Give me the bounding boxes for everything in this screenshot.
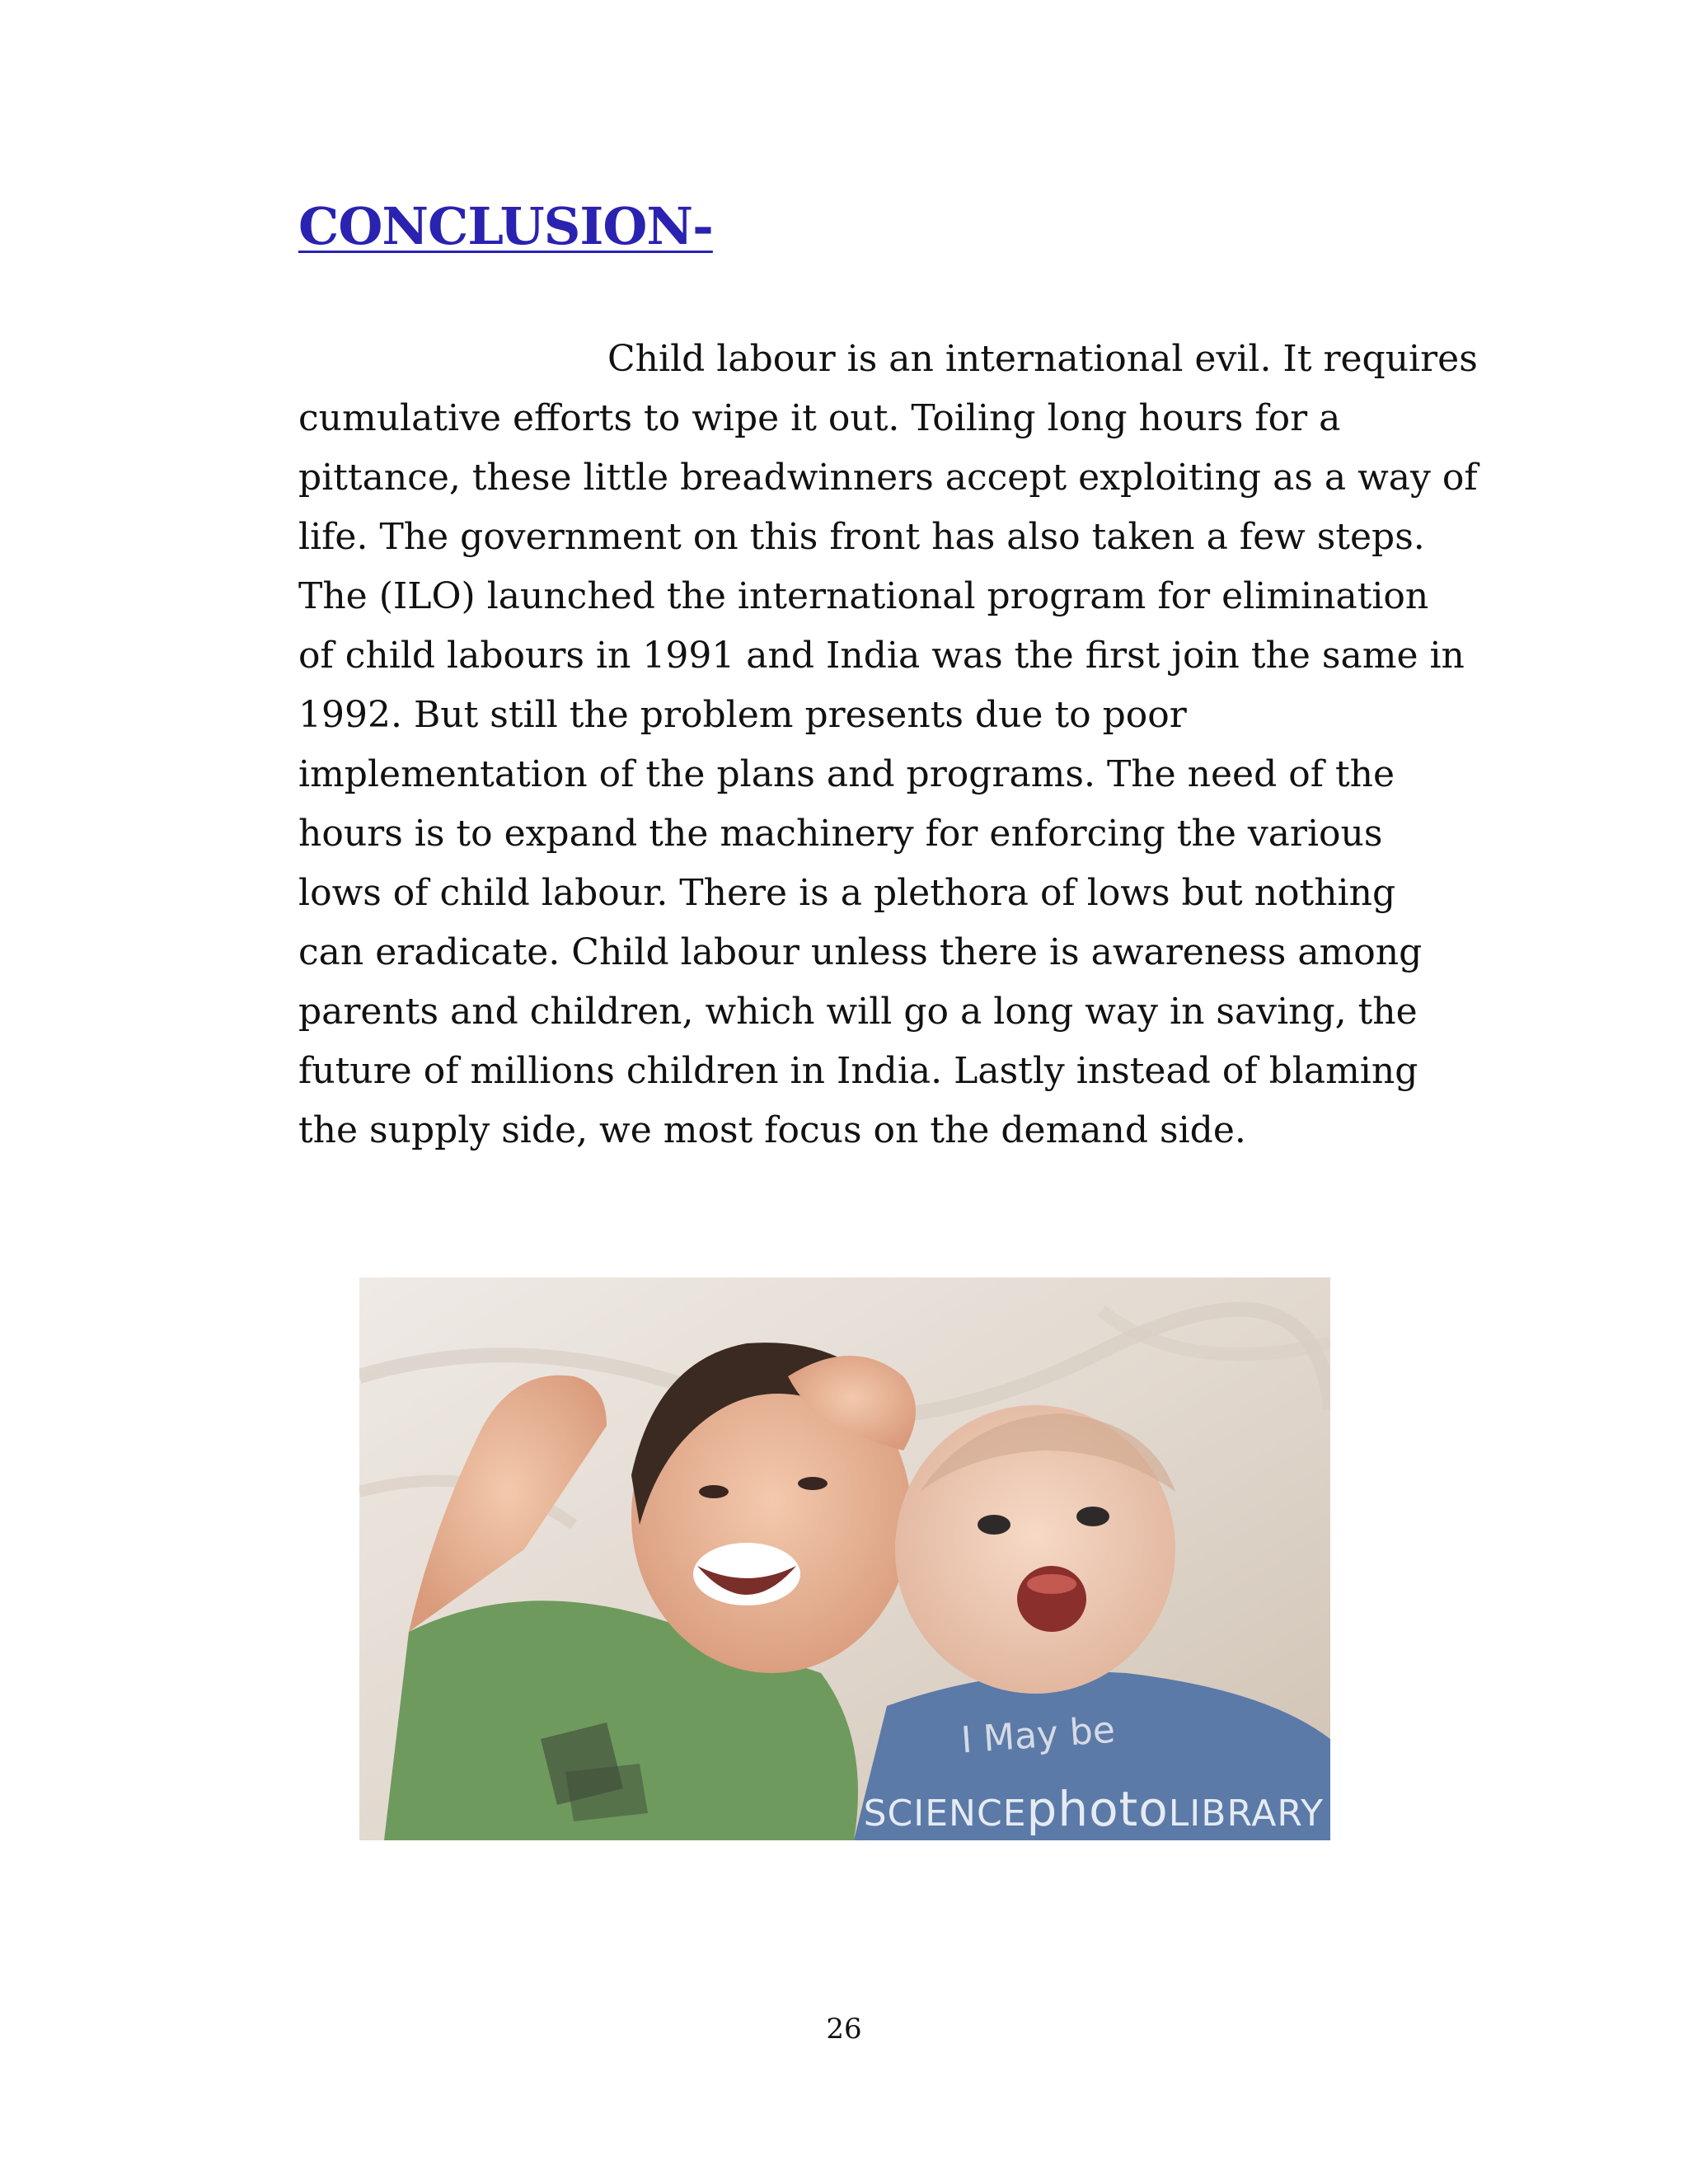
shirt-print-text: I May be	[959, 1708, 1117, 1762]
watermark-photo: photo	[1026, 1781, 1169, 1837]
watermark-science: SCIENCE	[863, 1793, 1027, 1835]
photo-illustration	[359, 1277, 1330, 1840]
paragraph-line: Child labour is an international evil. It requires	[607, 338, 1478, 380]
page-number: 26	[826, 2013, 862, 2046]
paragraph-line: pittance, these little breadwinners accept exploiting as a way of	[298, 457, 1478, 499]
paragraph-line: the supply side, we most focus on the demand side.	[298, 1109, 1246, 1151]
paragraph-line: hours is to expand the machinery for enforcing the various	[298, 813, 1383, 855]
paragraph-line: 1992. But still the problem presents due to poor	[298, 694, 1187, 736]
paragraph-line: future of millions children in India. Lastly instead of blaming	[298, 1050, 1418, 1092]
paragraph-line: of child labours in 1991 and India was the first join the same in	[298, 635, 1465, 677]
section-heading: CONCLUSION-	[298, 196, 713, 256]
paragraph-line: The (ILO) launched the international program for elimination	[298, 575, 1429, 617]
conclusion-paragraph	[298, 330, 1502, 1160]
paragraph-line: cumulative efforts to wipe it out. Toiling long hours for a	[298, 397, 1341, 439]
paragraph-line: life. The government on this front has also taken a few steps.	[298, 516, 1425, 558]
paragraph-line: implementation of the plans and programs. The need of the	[298, 753, 1395, 795]
paragraph-line: can eradicate. Child labour unless there is awareness among	[298, 931, 1423, 973]
paragraph-line: lows of child labour. There is a plethora of lows but nothing	[298, 872, 1396, 914]
children-photo	[359, 1277, 1330, 1840]
photo-watermark	[864, 1781, 1324, 1837]
watermark-library: LIBRARY	[1168, 1793, 1324, 1835]
paragraph-line: parents and children, which will go a long way in saving, the	[298, 991, 1418, 1033]
